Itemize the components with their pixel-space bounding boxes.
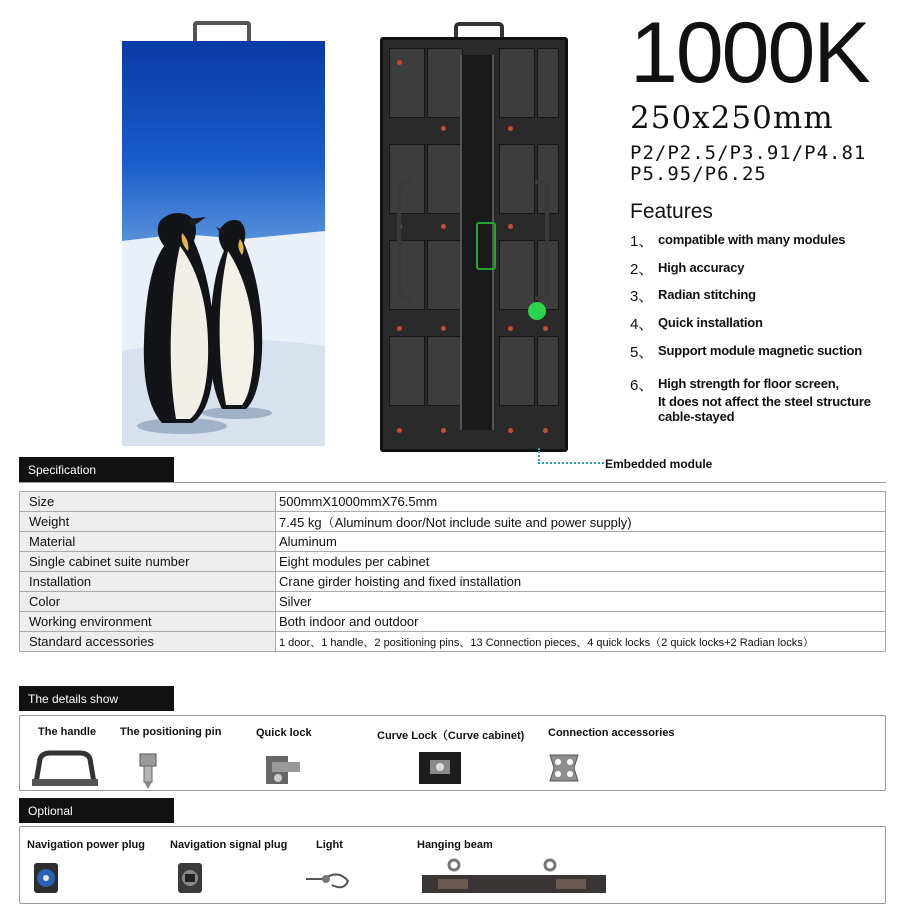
spec-value: Crane girder hoisting and fixed installation: [276, 572, 886, 592]
table-row: [20, 492, 886, 512]
feature-text: High strength for floor screen,: [658, 376, 839, 391]
spec-label: Weight: [20, 512, 276, 532]
power-plug-icon: [32, 861, 60, 895]
features-title: Features: [630, 200, 713, 223]
feature-text: Support module magnetic suction: [658, 343, 862, 358]
optional-label: Hanging beam: [417, 839, 493, 851]
table-row: [20, 612, 886, 632]
table-row: [20, 572, 886, 592]
hanging-beam-icon: [420, 857, 608, 897]
signal-plug-icon: [176, 861, 204, 895]
specification-table: [19, 491, 886, 652]
light-icon: [304, 865, 354, 893]
spec-label: Installation: [20, 572, 276, 592]
connection-plate-icon: [546, 751, 582, 785]
feature-number: 5、: [630, 344, 654, 361]
led-display-photo: [122, 41, 325, 446]
table-row: [20, 532, 886, 552]
cabinet-indicator-icon: [528, 302, 546, 320]
optional-box: [19, 826, 886, 904]
feature-number: 4、: [630, 316, 654, 333]
feature-number: 6、: [630, 377, 654, 394]
optional-header: Optional: [19, 798, 174, 823]
details-box: [19, 715, 886, 791]
spec-value: 500mmX1000mmX76.5mm: [276, 492, 886, 512]
spec-label: Single cabinet suite number: [20, 552, 276, 572]
spec-value: Silver: [276, 592, 886, 612]
spec-value: 7.45 kg（Aluminum door/Not include suite and power supply): [276, 512, 886, 532]
display-handle-icon: [193, 21, 251, 43]
handle-icon: [30, 749, 100, 789]
embedded-module-label: Embedded module: [605, 457, 713, 471]
table-row: [20, 592, 886, 612]
detail-label: The handle: [38, 726, 97, 738]
quick-lock-icon: [264, 750, 304, 788]
table-row: [20, 512, 886, 532]
spec-label: Standard accessories: [20, 632, 276, 652]
optional-label: Navigation signal plug: [170, 839, 288, 851]
specification-header: Specification: [19, 457, 174, 482]
feature-text: Radian stitching: [658, 287, 756, 302]
feature-text: High accuracy: [658, 260, 745, 275]
spec-label: Material: [20, 532, 276, 552]
pin-icon: [136, 752, 160, 790]
optional-label: Light: [316, 839, 343, 851]
feature-number: 1、: [630, 233, 654, 250]
divider: [19, 482, 886, 483]
spec-value: Both indoor and outdoor: [276, 612, 886, 632]
spec-value: Eight modules per cabinet: [276, 552, 886, 572]
cabinet-status-light: [476, 222, 496, 270]
panel-size: 250x250mm: [630, 100, 834, 136]
feature-text-line-2: It does not affect the steel structure: [658, 394, 871, 409]
detail-label: Quick lock: [256, 727, 312, 739]
spec-value: Aluminum: [276, 532, 886, 552]
feature-number: 3、: [630, 288, 654, 305]
table-row: [20, 632, 886, 652]
detail-label: Connection accessories: [548, 727, 675, 739]
pixel-pitch-line-1: P2/P2.5/P3.91/P4.81: [630, 142, 867, 164]
model-title: 1000K: [630, 5, 869, 101]
curve-lock-icon: [418, 750, 462, 786]
spec-label: Working environment: [20, 612, 276, 632]
feature-text: compatible with many modules: [658, 232, 846, 247]
pixel-pitch-line-2: P5.95/P6.25: [630, 163, 767, 185]
feature-text: Quick installation: [658, 315, 763, 330]
spec-label: Color: [20, 592, 276, 612]
feature-text-line-3: cable-stayed: [658, 409, 735, 424]
embedded-module-leader-line: [538, 448, 604, 464]
spec-value: 1 door、1 handle、2 positioning pins、13 Connection pieces、4 quick locks（2 quick locks+2 Radian locks）: [276, 632, 886, 652]
table-row: [20, 552, 886, 572]
penguins-illustration: [122, 41, 325, 446]
detail-label: Curve Lock（Curve cabinet): [377, 730, 525, 742]
optional-label: Navigation power plug: [27, 839, 145, 851]
feature-number: 2、: [630, 261, 654, 278]
detail-label: The positioning pin: [120, 726, 222, 738]
spec-label: Size: [20, 492, 276, 512]
details-header: The details show: [19, 686, 174, 711]
